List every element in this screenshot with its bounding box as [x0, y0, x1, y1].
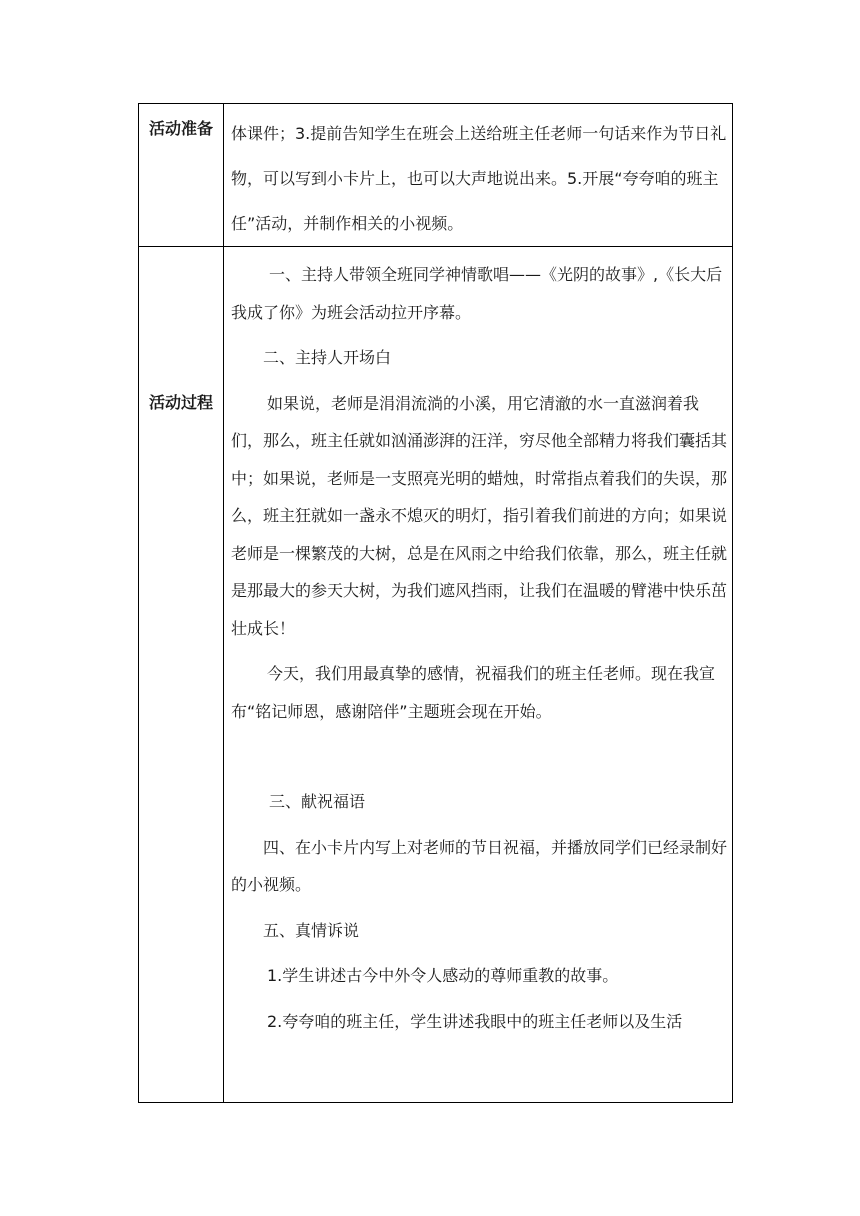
- activity-plan-table: [138, 103, 733, 1103]
- paragraph-heading-sharing: 五、真情诉说: [263, 920, 360, 940]
- paragraph-opening-song: 一、主持人带领全班同学神情歌唱——《光阴的故事》,《长大后我成了你》为班会活动拉开序幕。: [231, 265, 723, 322]
- table-row-process: [139, 247, 733, 1103]
- label-cell-process: [139, 247, 224, 1103]
- table-row-preparation: [139, 104, 733, 247]
- preparation-text: 体课件；3.提前告知学生在班会上送给班主任老师一句话来作为节日礼物，可以写到小卡片上，也可以大声地说出来。5.开展“夸夸咱的班主任”活动，并制作相关的小视频。: [231, 124, 727, 233]
- paragraph-cards-video: 四、在小卡片内写上对老师的节日祝福，并播放同学们已经录制好的小视频。: [231, 837, 728, 894]
- row-label: 活动准备: [148, 119, 213, 138]
- blank-line: [231, 738, 728, 783]
- paragraph-host-speech: 如果说，老师是涓涓流淌的小溪，用它清澈的水一直滋润着我们，那么，班主任就如汹涌澎湃的汪洋，穷尽他全部精力将我们囊括其中；如果说，老师是一支照亮光明的蜡烛，时常指点着我们的失误，那么，班主狂就如一盏永不熄灭的明灯，指引着我们前进的方向；如果说老师是一棵繁茂的大树，总是在风雨之中给我们依靠，那么，班主任就是那最大的参天大树，为我们遮风挡雨，让我们在温暖的臂港中快乐茁壮成长！: [231, 393, 728, 638]
- content-cell-process: [224, 247, 733, 1103]
- paragraph-announcement: 今天，我们用最真挚的感情，祝福我们的班主任老师。现在我宣布“铭记师恩，感谢陪伴”主题班会现在开始。: [231, 664, 716, 721]
- paragraph-heading-wishes: 三、献祝福语: [269, 792, 366, 811]
- paragraph-heading-host: 二、主持人开场白: [263, 348, 392, 367]
- label-cell-preparation: [139, 104, 224, 247]
- content-cell-preparation: [224, 104, 733, 247]
- paragraph-praise-teacher: 2.夸夸咱的班主任，学生讲述我眼中的班主任老师以及生活: [267, 1011, 683, 1031]
- row-label: 活动过程: [148, 393, 213, 412]
- paragraph-story: 1.学生讲述古今中外令人感动的尊师重教的故事。: [267, 966, 619, 985]
